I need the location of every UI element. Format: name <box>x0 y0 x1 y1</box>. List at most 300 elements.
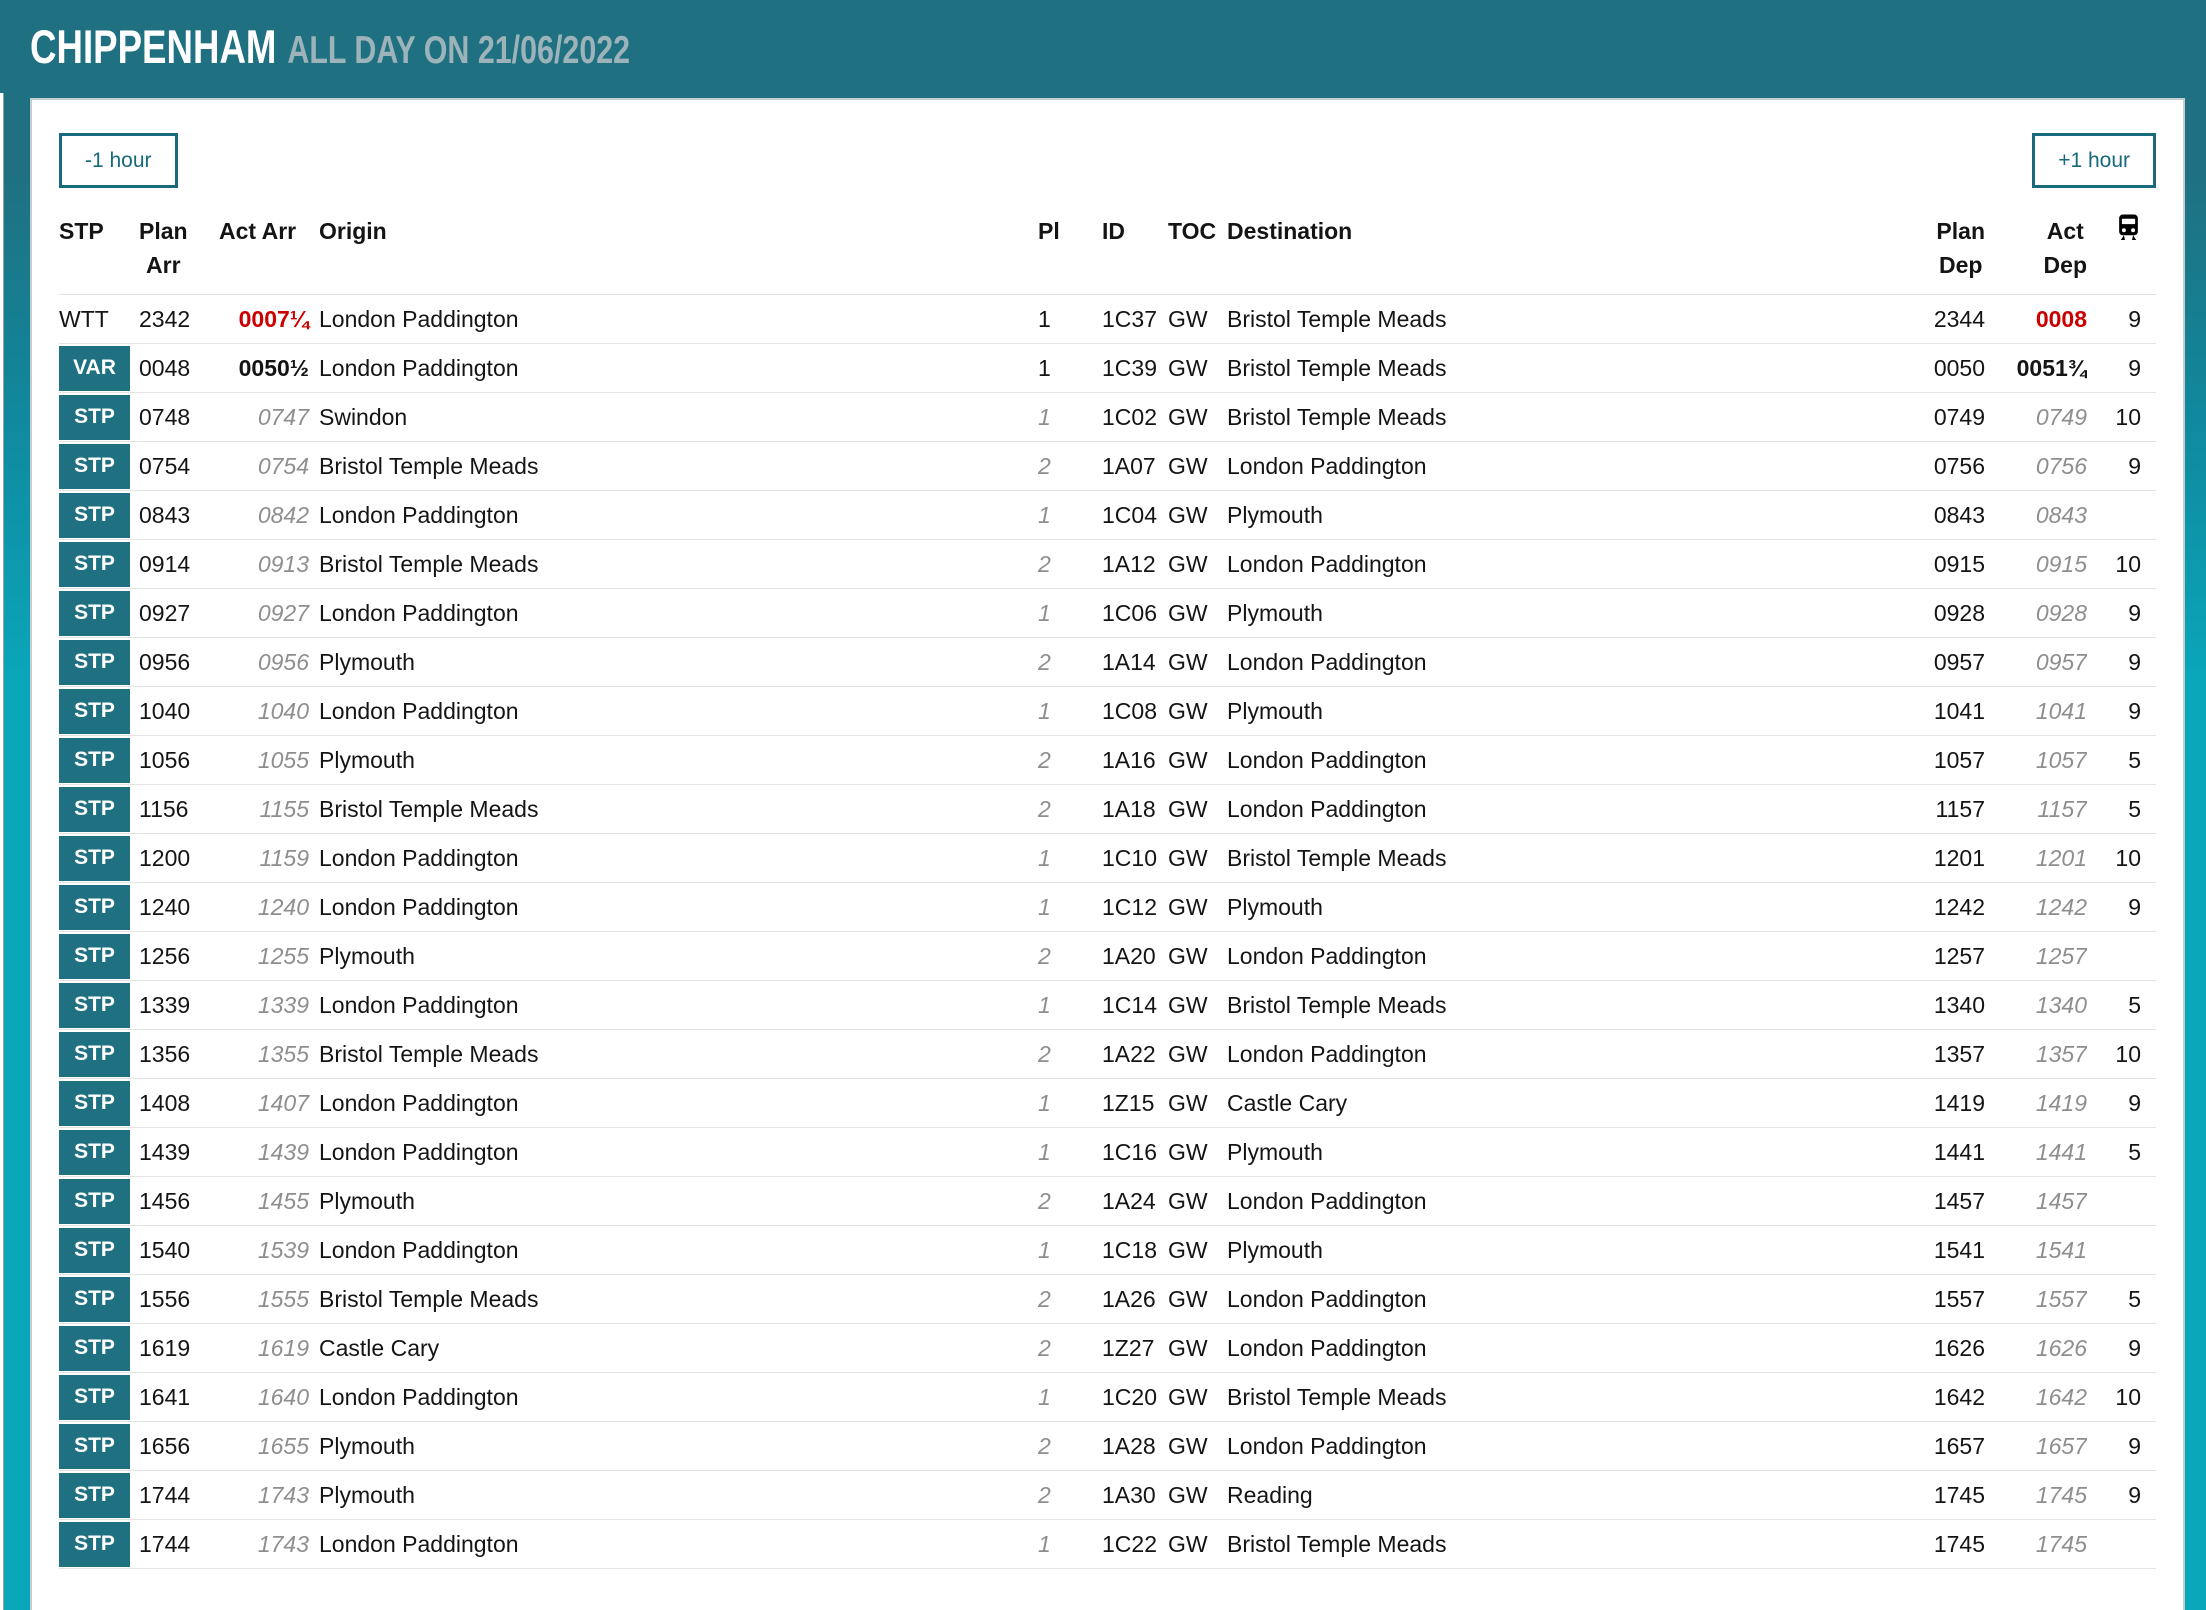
coaches-cell: 9 <box>2128 1481 2141 1508</box>
destination-cell: Plymouth <box>1227 1138 1323 1165</box>
platform-cell: 1 <box>1038 1089 1051 1116</box>
col-header-toc: TOC <box>1168 218 1217 244</box>
col-header-plan-arr: Plan Arr <box>139 218 188 278</box>
table-row[interactable] <box>59 1422 2156 1471</box>
toc-cell: GW <box>1168 550 1208 577</box>
origin-cell: London Paddington <box>319 697 519 724</box>
train-icon <box>2116 214 2141 241</box>
origin-cell: London Paddington <box>319 1089 519 1116</box>
act-arr-cell: 0747 <box>257 403 309 430</box>
toc-cell: GW <box>1168 746 1208 773</box>
stp-cell <box>59 934 139 979</box>
col-header-destination: Destination <box>1227 218 1353 244</box>
origin-cell: London Paddington <box>319 305 519 332</box>
act-arr-cell: 1743 <box>257 1530 309 1557</box>
toc-cell: GW <box>1168 1432 1208 1459</box>
act-arr-cell: 1339 <box>257 991 309 1018</box>
toc-cell: GW <box>1168 1334 1208 1361</box>
act-dep-cell: 0957 <box>2035 648 2087 675</box>
page-header <box>0 0 2206 93</box>
stp-cell <box>59 1032 139 1077</box>
plan-dep-cell: 1557 <box>1933 1285 1985 1312</box>
stp-badge: STP <box>59 1375 130 1420</box>
coaches-cell: 5 <box>2128 1138 2141 1165</box>
toc-cell: GW <box>1168 599 1208 626</box>
train-id-cell: 1A14 <box>1102 648 1156 675</box>
stp-cell <box>59 836 139 881</box>
act-dep-cell: 1357 <box>2035 1040 2087 1067</box>
table-row[interactable] <box>59 736 2156 785</box>
toc-cell: GW <box>1168 648 1208 675</box>
train-id-cell: 1C20 <box>1102 1383 1157 1410</box>
plan-dep-cell: 1041 <box>1933 697 1985 724</box>
act-arr-cell: 1155 <box>259 795 309 822</box>
table-row[interactable] <box>59 344 2156 393</box>
toc-cell: GW <box>1168 1040 1208 1067</box>
plan-dep-cell: 1626 <box>1933 1334 1985 1361</box>
table-row[interactable] <box>59 687 2156 736</box>
platform-cell: 1 <box>1038 1383 1051 1410</box>
act-dep-cell: 1041 <box>2035 697 2087 724</box>
act-arr-cell: 1439 <box>257 1138 309 1165</box>
train-id-cell: 1C22 <box>1102 1530 1157 1557</box>
act-arr-cell: 1619 <box>257 1334 309 1361</box>
col-header-consist <box>2087 214 2149 241</box>
stp-badge: STP <box>59 836 130 881</box>
platform-cell: 1 <box>1038 403 1051 430</box>
destination-cell: Plymouth <box>1227 697 1323 724</box>
act-dep-cell: 1419 <box>2035 1089 2087 1116</box>
destination-cell: London Paddington <box>1227 1285 1427 1312</box>
table-row[interactable] <box>59 1471 2156 1520</box>
train-id-cell: 1C08 <box>1102 697 1157 724</box>
plan-arr-cell: 1641 <box>139 1383 191 1410</box>
toc-cell: GW <box>1168 1089 1208 1116</box>
date-subtitle: ALL DAY ON 21/06/2022 <box>287 29 631 72</box>
table-row[interactable] <box>59 981 2156 1030</box>
table-row[interactable] <box>59 1177 2156 1226</box>
stp-cell <box>59 1277 139 1322</box>
act-arr-cell: 0842 <box>257 501 309 528</box>
platform-cell: 2 <box>1038 1040 1051 1067</box>
act-dep-cell: 1626 <box>2035 1334 2087 1361</box>
toc-cell: GW <box>1168 795 1208 822</box>
origin-cell: Plymouth <box>319 1187 415 1214</box>
stp-cell <box>59 346 139 391</box>
origin-cell: Plymouth <box>319 1432 415 1459</box>
act-arr-cell: 1555 <box>257 1285 309 1312</box>
train-id-cell: 1C39 <box>1102 354 1157 381</box>
train-id-cell: 1A30 <box>1102 1481 1156 1508</box>
next-hour-button[interactable]: +1 hour <box>2032 133 2156 188</box>
train-id-cell: 1A26 <box>1102 1285 1156 1312</box>
stp-cell <box>59 493 139 538</box>
prev-hour-button[interactable]: -1 hour <box>59 133 178 188</box>
table-row[interactable] <box>59 1226 2156 1275</box>
origin-cell: Castle Cary <box>319 1334 440 1361</box>
table-row[interactable] <box>59 1128 2156 1177</box>
table-row[interactable] <box>59 638 2156 687</box>
plan-arr-cell: 1156 <box>139 795 189 822</box>
act-arr-cell: 0050½ <box>238 354 309 381</box>
stp-badge: STP <box>59 934 130 979</box>
destination-cell: Reading <box>1227 1481 1313 1508</box>
coaches-cell: 9 <box>2128 697 2141 724</box>
stp-badge: STP <box>59 1179 130 1224</box>
col-header-origin: Origin <box>319 218 387 244</box>
stp-badge: STP <box>59 1081 130 1126</box>
table-row[interactable] <box>59 540 2156 589</box>
destination-cell: Bristol Temple Meads <box>1227 991 1447 1018</box>
act-dep-cell: 1157 <box>2037 795 2087 822</box>
platform-cell: 1 <box>1038 599 1051 626</box>
platform-cell: 2 <box>1038 746 1051 773</box>
act-dep-cell: 1541 <box>2035 1236 2087 1263</box>
col-header-stp: STP <box>59 218 104 244</box>
plan-dep-cell: 0957 <box>1933 648 1985 675</box>
train-id-cell: 1C16 <box>1102 1138 1157 1165</box>
stp-badge: STP <box>59 983 130 1028</box>
stp-badge: STP <box>59 1130 130 1175</box>
destination-cell: London Paddington <box>1227 648 1427 675</box>
origin-cell: London Paddington <box>319 1530 519 1557</box>
plan-dep-cell: 1745 <box>1933 1481 1985 1508</box>
plan-dep-cell: 1745 <box>1933 1530 1985 1557</box>
origin-cell: London Paddington <box>319 501 519 528</box>
train-id-cell: 1C06 <box>1102 599 1157 626</box>
stp-cell <box>59 1473 139 1518</box>
plan-dep-cell: 1357 <box>1933 1040 1985 1067</box>
destination-cell: London Paddington <box>1227 1040 1427 1067</box>
platform-cell: 2 <box>1038 648 1051 675</box>
train-id-cell: 1A12 <box>1102 550 1156 577</box>
train-id-cell: 1A28 <box>1102 1432 1156 1459</box>
stp-cell <box>59 395 139 440</box>
act-dep-cell: 1242 <box>2035 893 2087 920</box>
toc-cell: GW <box>1168 1383 1208 1410</box>
act-dep-cell: 1745 <box>2035 1481 2087 1508</box>
plan-dep-cell: 0756 <box>1933 452 1985 479</box>
stp-cell <box>59 640 139 685</box>
col-header-id: ID <box>1102 218 1125 244</box>
toc-cell: GW <box>1168 1138 1208 1165</box>
table-row[interactable] <box>59 589 2156 638</box>
stp-badge: STP <box>59 738 130 783</box>
destination-cell: London Paddington <box>1227 1187 1427 1214</box>
destination-cell: Bristol Temple Meads <box>1227 403 1447 430</box>
stp-badge: STP <box>59 591 130 636</box>
act-arr-cell: 1640 <box>257 1383 309 1410</box>
table-row[interactable] <box>59 1324 2156 1373</box>
stp-cell <box>59 1081 139 1126</box>
act-dep-cell: 1441 <box>2035 1138 2087 1165</box>
origin-cell: Plymouth <box>319 746 415 773</box>
coaches-cell: 9 <box>2128 1432 2141 1459</box>
coaches-cell: 9 <box>2128 1334 2141 1361</box>
toc-cell: GW <box>1168 1530 1208 1557</box>
toc-cell: GW <box>1168 893 1208 920</box>
destination-cell: Plymouth <box>1227 599 1323 626</box>
origin-cell: London Paddington <box>319 1236 519 1263</box>
origin-cell: Plymouth <box>319 648 415 675</box>
platform-cell: 1 <box>1038 501 1051 528</box>
plan-arr-cell: 1456 <box>139 1187 191 1214</box>
table-row[interactable] <box>59 491 2156 540</box>
viewport-left-edge <box>0 93 4 1610</box>
stp-badge: STP <box>59 1032 130 1077</box>
platform-cell: 2 <box>1038 452 1051 479</box>
timetable-header-row <box>59 214 2156 295</box>
destination-cell: Plymouth <box>1227 501 1323 528</box>
plan-dep-cell: 0843 <box>1933 501 1985 528</box>
train-id-cell: 1C14 <box>1102 991 1157 1018</box>
act-arr-cell: 1655 <box>257 1432 309 1459</box>
act-arr-cell: 1539 <box>257 1236 309 1263</box>
origin-cell: Plymouth <box>319 942 415 969</box>
act-arr-cell: 1159 <box>259 844 309 871</box>
toc-cell: GW <box>1168 403 1208 430</box>
coaches-cell: 10 <box>2115 1383 2141 1410</box>
stp-badge: STP <box>59 1424 130 1469</box>
act-dep-cell: 0051¾ <box>2016 354 2087 381</box>
plan-dep-cell: 1657 <box>1933 1432 1985 1459</box>
coaches-cell: 9 <box>2128 893 2141 920</box>
stp-cell <box>59 542 139 587</box>
act-dep-cell: 1257 <box>2035 942 2087 969</box>
plan-arr-cell: 1339 <box>139 991 191 1018</box>
table-row[interactable] <box>59 785 2156 834</box>
coaches-cell: 9 <box>2128 1089 2141 1116</box>
origin-cell: Plymouth <box>319 1481 415 1508</box>
table-row[interactable] <box>59 295 2156 344</box>
train-id-cell: 1Z27 <box>1102 1334 1155 1361</box>
destination-cell: London Paddington <box>1227 1432 1427 1459</box>
plan-arr-cell: 0048 <box>139 354 191 381</box>
act-dep-cell: 1657 <box>2035 1432 2087 1459</box>
destination-cell: London Paddington <box>1227 795 1427 822</box>
platform-cell: 1 <box>1038 844 1051 871</box>
destination-cell: London Paddington <box>1227 746 1427 773</box>
col-header-act-arr: Act Arr <box>219 218 297 244</box>
act-arr-cell: 0754 <box>257 452 309 479</box>
plan-arr-cell: 0914 <box>139 550 191 577</box>
act-dep-cell: 1201 <box>2035 844 2087 871</box>
train-id-cell: 1A20 <box>1102 942 1156 969</box>
origin-cell: London Paddington <box>319 599 519 626</box>
train-id-cell: 1A16 <box>1102 746 1156 773</box>
stp-cell <box>59 1228 139 1273</box>
stp-cell <box>59 983 139 1028</box>
stp-cell <box>59 787 139 832</box>
platform-cell: 2 <box>1038 1334 1051 1361</box>
platform-cell: 2 <box>1038 942 1051 969</box>
stp-cell <box>59 689 139 734</box>
toc-cell: GW <box>1168 354 1208 381</box>
toc-cell: GW <box>1168 1187 1208 1214</box>
table-row[interactable] <box>59 1030 2156 1079</box>
stp-badge: STP <box>59 542 130 587</box>
table-row[interactable] <box>59 834 2156 883</box>
coaches-cell: 5 <box>2128 1285 2141 1312</box>
plan-dep-cell: 1157 <box>1935 795 1985 822</box>
stp-badge: STP <box>59 395 130 440</box>
stp-badge: STP <box>59 444 130 489</box>
coaches-cell: 10 <box>2115 844 2141 871</box>
platform-cell: 1 <box>1038 1530 1051 1557</box>
act-arr-cell: 1743 <box>257 1481 309 1508</box>
origin-cell: Bristol Temple Meads <box>319 452 539 479</box>
col-header-platform: Pl <box>1038 218 1060 244</box>
toc-cell: GW <box>1168 991 1208 1018</box>
train-id-cell: 1A24 <box>1102 1187 1156 1214</box>
origin-cell: Bristol Temple Meads <box>319 1040 539 1067</box>
stp-cell <box>59 738 139 783</box>
platform-cell: 2 <box>1038 1285 1051 1312</box>
act-arr-cell: 0913 <box>257 550 309 577</box>
toc-cell: GW <box>1168 1481 1208 1508</box>
origin-cell: London Paddington <box>319 991 519 1018</box>
destination-cell: Bristol Temple Meads <box>1227 844 1447 871</box>
plan-dep-cell: 0050 <box>1933 354 1985 381</box>
origin-cell: London Paddington <box>319 1383 519 1410</box>
plan-dep-cell: 2344 <box>1933 305 1985 332</box>
coaches-cell: 5 <box>2128 991 2141 1018</box>
act-arr-cell: 1255 <box>257 942 309 969</box>
table-row[interactable] <box>59 1373 2156 1422</box>
plan-dep-cell: 1419 <box>1933 1089 1985 1116</box>
platform-cell: 2 <box>1038 1481 1051 1508</box>
plan-arr-cell: 1408 <box>139 1089 191 1116</box>
platform-cell: 1 <box>1038 354 1051 381</box>
plan-dep-cell: 0928 <box>1933 599 1985 626</box>
stp-badge: VAR <box>59 346 130 391</box>
timetable-body <box>59 295 2156 1569</box>
plan-arr-cell: 1744 <box>139 1481 191 1508</box>
station-title: CHIPPENHAM <box>30 20 277 73</box>
origin-cell: London Paddington <box>319 893 519 920</box>
act-dep-cell: 0008 <box>2035 305 2087 332</box>
origin-cell: Bristol Temple Meads <box>319 1285 539 1312</box>
coaches-cell: 10 <box>2115 1040 2141 1067</box>
table-row[interactable] <box>59 932 2156 981</box>
plan-arr-cell: 0927 <box>139 599 191 626</box>
stp-cell <box>59 444 139 489</box>
table-row[interactable] <box>59 1520 2156 1569</box>
act-arr-cell: 1055 <box>257 746 309 773</box>
stp-badge: STP <box>59 787 130 832</box>
train-id-cell: 1A22 <box>1102 1040 1156 1067</box>
plan-arr-cell: 1040 <box>139 697 191 724</box>
toc-cell: GW <box>1168 942 1208 969</box>
plan-arr-cell: 1656 <box>139 1432 191 1459</box>
act-dep-cell: 1057 <box>2035 746 2087 773</box>
origin-cell: Bristol Temple Meads <box>319 550 539 577</box>
stp-cell <box>59 306 139 333</box>
plan-dep-cell: 0915 <box>1933 550 1985 577</box>
destination-cell: London Paddington <box>1227 942 1427 969</box>
stp-badge: WTT <box>59 305 109 332</box>
stp-cell <box>59 1522 139 1567</box>
act-arr-cell: 1407 <box>257 1089 309 1116</box>
table-row[interactable] <box>59 393 2156 442</box>
stp-badge: STP <box>59 1522 130 1567</box>
train-id-cell: 1C02 <box>1102 403 1157 430</box>
act-dep-cell: 1642 <box>2035 1383 2087 1410</box>
train-id-cell: 1C10 <box>1102 844 1157 871</box>
act-arr-cell: 0956 <box>257 648 309 675</box>
coaches-cell: 9 <box>2128 452 2141 479</box>
coaches-cell: 9 <box>2128 354 2141 381</box>
act-arr-cell: 1040 <box>257 697 309 724</box>
hour-toolbar <box>59 133 2156 188</box>
train-id-cell: 1C18 <box>1102 1236 1157 1263</box>
col-header-plan-dep: Plan Dep <box>1936 218 1985 278</box>
stp-badge: STP <box>59 1228 130 1273</box>
plan-arr-cell: 1256 <box>139 942 191 969</box>
table-row[interactable] <box>59 883 2156 932</box>
plan-arr-cell: 1240 <box>139 893 191 920</box>
stp-cell <box>59 1424 139 1469</box>
stp-cell <box>59 1375 139 1420</box>
timetable-card <box>30 98 2185 1610</box>
plan-arr-cell: 1056 <box>139 746 191 773</box>
stp-cell <box>59 1326 139 1371</box>
coaches-cell: 5 <box>2128 746 2141 773</box>
act-dep-cell: 0749 <box>2035 403 2087 430</box>
act-dep-cell: 1340 <box>2035 991 2087 1018</box>
coaches-cell: 9 <box>2128 305 2141 332</box>
act-dep-cell: 1745 <box>2035 1530 2087 1557</box>
stp-badge: STP <box>59 1277 130 1322</box>
toc-cell: GW <box>1168 305 1208 332</box>
plan-dep-cell: 1642 <box>1933 1383 1985 1410</box>
plan-arr-cell: 1356 <box>139 1040 191 1067</box>
plan-dep-cell: 0749 <box>1933 403 1985 430</box>
toc-cell: GW <box>1168 697 1208 724</box>
plan-arr-cell: 0843 <box>139 501 191 528</box>
toc-cell: GW <box>1168 1236 1208 1263</box>
train-id-cell: 1A18 <box>1102 795 1156 822</box>
act-dep-cell: 0756 <box>2035 452 2087 479</box>
stp-badge: STP <box>59 885 130 930</box>
platform-cell: 1 <box>1038 991 1051 1018</box>
platform-cell: 2 <box>1038 1187 1051 1214</box>
toc-cell: GW <box>1168 452 1208 479</box>
coaches-cell: 5 <box>2128 795 2141 822</box>
plan-arr-cell: 2342 <box>139 305 191 332</box>
train-id-cell: 1C04 <box>1102 501 1157 528</box>
table-row[interactable] <box>59 1079 2156 1128</box>
destination-cell: Bristol Temple Meads <box>1227 1530 1447 1557</box>
coaches-cell: 10 <box>2115 550 2141 577</box>
table-row[interactable] <box>59 1275 2156 1324</box>
toc-cell: GW <box>1168 1285 1208 1312</box>
plan-dep-cell: 1340 <box>1933 991 1985 1018</box>
destination-cell: Plymouth <box>1227 1236 1323 1263</box>
train-id-cell: 1Z15 <box>1102 1089 1155 1116</box>
stp-cell <box>59 885 139 930</box>
act-arr-cell: 1355 <box>257 1040 309 1067</box>
stp-cell <box>59 1179 139 1224</box>
table-row[interactable] <box>59 442 2156 491</box>
plan-arr-cell: 0956 <box>139 648 191 675</box>
toc-cell: GW <box>1168 844 1208 871</box>
plan-dep-cell: 1242 <box>1933 893 1985 920</box>
platform-cell: 1 <box>1038 1236 1051 1263</box>
origin-cell: Bristol Temple Meads <box>319 795 539 822</box>
stp-cell <box>59 1130 139 1175</box>
stp-badge: STP <box>59 493 130 538</box>
